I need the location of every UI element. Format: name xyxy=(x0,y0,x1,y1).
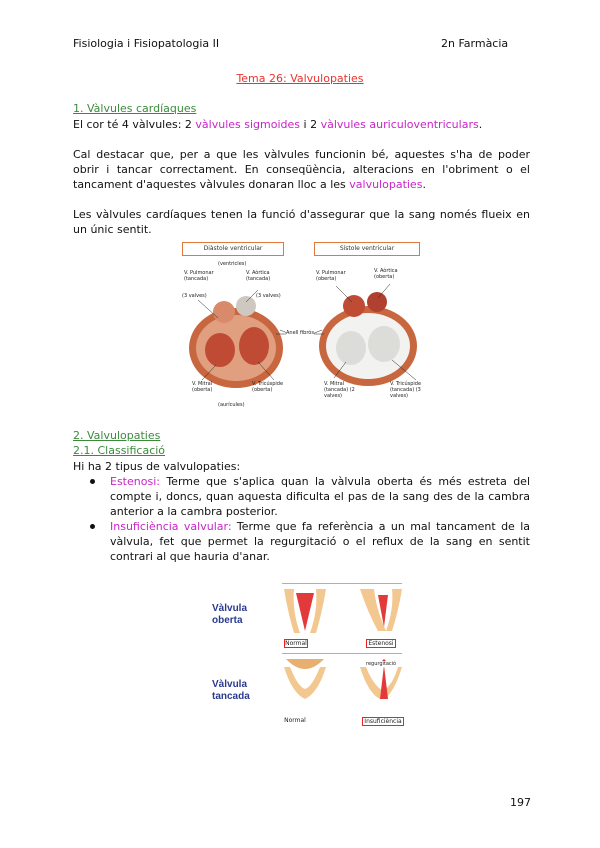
item-text: Terme que fa referència a un mal tancament de la vàlvula, fet que permet la regurgitació o el reflux de la sang en sentit contrari al que hauria d'anar. xyxy=(110,520,531,563)
label-valvula-tancada: Vàlvula tancada xyxy=(212,679,250,702)
text-span: i 2 xyxy=(300,118,321,131)
label-pulmonar-left: V. Pulmonar (tancada) xyxy=(184,270,214,282)
text-span: . xyxy=(478,118,483,131)
item-text: Terme que s'aplica quan la vàlvula oberta és més estreta del compte i, doncs, quan aquesta dificulta el pas de la sang des de la cambra anterior a la cambra posterior. xyxy=(110,475,530,518)
term-estenosi: Estenosi: xyxy=(110,475,160,488)
list-item-estenosi xyxy=(73,474,530,519)
label-tricuspide-right: V. Tricúspide (tancada) (3 valves) xyxy=(390,381,422,399)
text-span: Cal destacar que, per a que les vàlvules funcionin bé, aquestes s'ha de poder obrir i tancar correctament. En conseqüència, alteracions en l'obriment o el tancament d'aquestes vàlvules donaran lloc a les xyxy=(73,148,530,191)
term-sigmoides: vàlvules sigmoides xyxy=(195,118,301,131)
label-valvula-oberta: Vàlvula oberta xyxy=(212,603,248,626)
caption-estenosi: Estenosi xyxy=(366,639,396,648)
section1-heading: 1. Vàlvules cardíaques xyxy=(73,102,197,115)
label-ventricles: (ventricles) xyxy=(218,261,247,267)
page-number: 197 xyxy=(510,796,531,809)
label-aortica-right: V. Aòrtica (oberta) xyxy=(374,268,398,280)
section2-heading: 2. Valvulopaties xyxy=(73,429,161,442)
list-item-insuficiencia xyxy=(73,519,530,564)
label-tricuspide-left: V. Tricúspide (oberta) xyxy=(252,381,284,393)
section1-line xyxy=(73,117,530,132)
valve-states-illustration xyxy=(208,583,402,733)
text-span: . xyxy=(422,178,426,191)
section1-para3: Les vàlvules cardíaques tenen la funció d'assegurar que la sang només flueix en un únic sentit. xyxy=(73,208,530,236)
label-sistole: Sístole ventricular xyxy=(314,242,420,256)
bullet xyxy=(90,524,95,529)
caption-insuficiencia: Insuficiència xyxy=(362,717,404,726)
label-3valves-left1: (3 valves) xyxy=(182,293,207,299)
label-diastole: Diàstole ventricular xyxy=(182,242,284,256)
term-auriculoventriculars: vàlvules auriculoventriculars xyxy=(320,118,479,131)
heart-valves-figure xyxy=(176,240,430,410)
caption-normal-open: Normal xyxy=(285,640,307,647)
header-left: Fisiologia i Fisiopatologia II xyxy=(73,37,220,50)
label-mitral-right: V. Mitral (tancada) (2 valves) xyxy=(324,381,355,399)
term-valvulopaties: valvulopaties xyxy=(349,178,423,191)
label-pulmonar-right: V. Pulmonar (oberta) xyxy=(316,270,346,282)
valve-states-figure xyxy=(208,583,402,733)
caption-normal-closed: Normal xyxy=(284,717,306,724)
label-anell: Anell fibrós xyxy=(286,330,314,336)
text-span: El cor té 4 vàlvules: 2 xyxy=(73,118,196,131)
page-title: Tema 26: Valvulopaties xyxy=(236,72,364,85)
label-auricules: (aurícules) xyxy=(218,402,245,408)
label-regurgitacio: regurgitació xyxy=(366,661,397,667)
valvulopathy-list xyxy=(73,474,530,564)
label-aortica-left: V. Aòrtica (tancada) xyxy=(246,270,271,282)
label-3valves-left2: (3 valves) xyxy=(256,293,281,299)
section2-intro: Hi ha 2 tipus de valvulopaties: xyxy=(73,460,241,473)
section1-para2 xyxy=(73,147,530,192)
label-mitral-left: V. Mitral (oberta) xyxy=(192,381,213,393)
bullet xyxy=(90,479,95,484)
header-right: 2n Farmàcia xyxy=(441,37,509,50)
section2-subheading: 2.1. Classificació xyxy=(73,444,166,457)
term-insuficiencia: Insuficiència valvular: xyxy=(110,520,232,533)
